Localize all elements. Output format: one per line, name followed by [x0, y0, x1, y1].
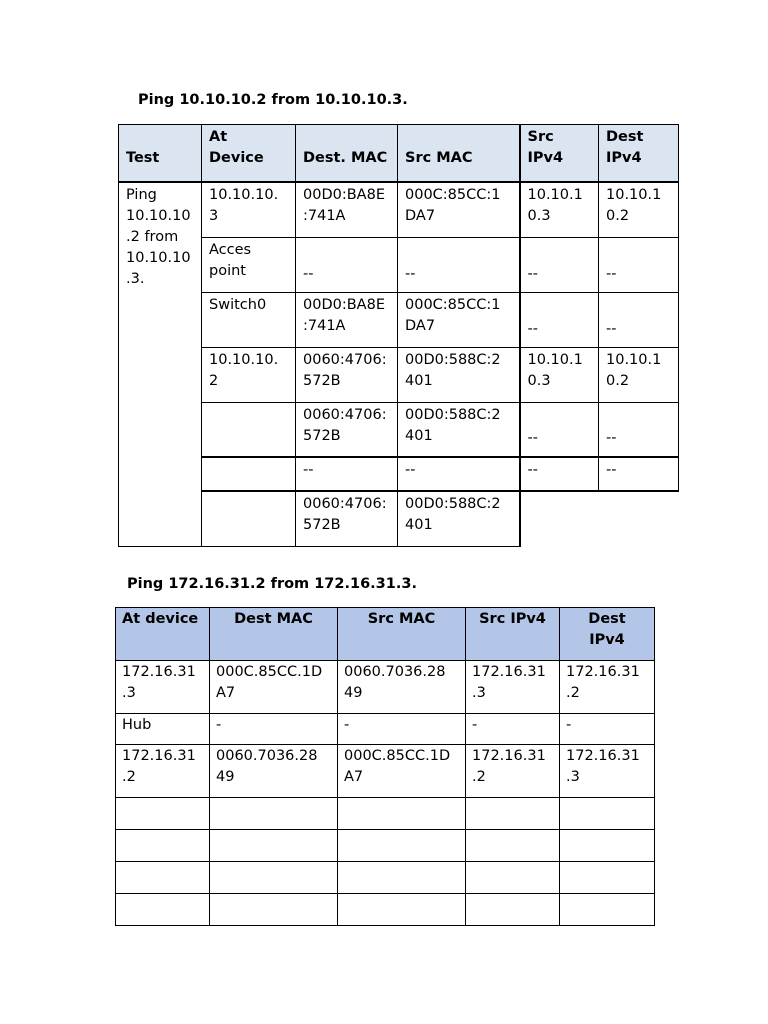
section1-heading: Ping 10.10.10.2 from 10.10.10.3. — [138, 92, 408, 108]
dest-mac-cell: 0060:4706: 572B — [296, 347, 398, 402]
table-header-row — [116, 608, 655, 661]
dest-mac-cell: 0060:4706: 572B — [296, 402, 398, 457]
dest-ipv4-cell — [560, 830, 655, 862]
table-row — [116, 714, 655, 745]
dest-ipv4-cell: 172.16.31 .2 — [560, 661, 655, 714]
src-mac-cell: 00D0:588C:2 401 — [398, 347, 520, 402]
empty-cell — [520, 491, 599, 546]
dest-mac-cell: -- — [296, 457, 398, 491]
at-device-cell: 172.16.31 .3 — [116, 661, 210, 714]
table-row — [116, 830, 655, 862]
dest-ipv4-cell: -- — [599, 402, 679, 457]
dest-mac-cell: -- — [296, 237, 398, 292]
src-mac-cell — [338, 894, 466, 926]
table-row — [119, 347, 679, 402]
header-dest-mac: Dest MAC — [210, 608, 338, 661]
src-mac-cell: 000C:85CC:1 DA7 — [398, 292, 520, 347]
table-row — [116, 661, 655, 714]
table-row — [116, 862, 655, 894]
dest-ipv4-cell: - — [560, 714, 655, 745]
src-ipv4-cell — [466, 894, 560, 926]
dest-ipv4-cell — [560, 862, 655, 894]
dest-mac-cell: 00D0:BA8E :741A — [296, 182, 398, 237]
src-ipv4-cell: 172.16.31 .2 — [466, 745, 560, 798]
table-row — [119, 402, 679, 457]
header-src-mac: Src MAC — [338, 608, 466, 661]
dest-mac-cell — [210, 862, 338, 894]
src-mac-cell — [338, 798, 466, 830]
at-device-cell — [116, 798, 210, 830]
src-ipv4-cell — [466, 830, 560, 862]
table-row — [116, 745, 655, 798]
at-device-cell — [202, 457, 296, 491]
ping-table-1 — [118, 124, 679, 547]
dest-ipv4-cell: 10.10.1 0.2 — [599, 347, 679, 402]
empty-cell — [599, 491, 679, 546]
at-device-cell: 10.10.10. 3 — [202, 182, 296, 237]
dest-ipv4-cell: -- — [599, 237, 679, 292]
at-device-cell: Hub — [116, 714, 210, 745]
at-device-cell — [116, 830, 210, 862]
src-ipv4-cell: 172.16.31 .3 — [466, 661, 560, 714]
table-row — [119, 491, 679, 546]
src-ipv4-cell: -- — [520, 237, 599, 292]
src-mac-cell — [338, 862, 466, 894]
src-ipv4-cell: -- — [520, 292, 599, 347]
ping-table-2 — [115, 607, 655, 926]
src-mac-cell: 00D0:588C:2 401 — [398, 491, 520, 546]
at-device-cell — [202, 491, 296, 546]
src-mac-cell: - — [338, 714, 466, 745]
src-ipv4-cell: 10.10.1 0.3 — [520, 347, 599, 402]
dest-ipv4-cell: 172.16.31 .3 — [560, 745, 655, 798]
src-ipv4-cell: -- — [520, 402, 599, 457]
table-row — [119, 292, 679, 347]
table-row — [116, 798, 655, 830]
src-mac-cell — [338, 830, 466, 862]
src-ipv4-cell — [466, 862, 560, 894]
src-mac-cell: 00D0:588C:2 401 — [398, 402, 520, 457]
src-mac-cell: -- — [398, 457, 520, 491]
src-ipv4-cell: - — [466, 714, 560, 745]
table-row — [119, 457, 679, 491]
dest-mac-cell — [210, 830, 338, 862]
dest-mac-cell — [210, 894, 338, 926]
dest-mac-cell: 0060:4706: 572B — [296, 491, 398, 546]
header-dest-ipv4: Dest IPv4 — [560, 608, 655, 661]
at-device-cell — [116, 894, 210, 926]
section2-heading: Ping 172.16.31.2 from 172.16.31.3. — [127, 576, 417, 592]
header-at-device: At Device — [202, 125, 296, 183]
dest-mac-cell: 00D0:BA8E :741A — [296, 292, 398, 347]
header-at-device: At device — [116, 608, 210, 661]
src-ipv4-cell: 10.10.1 0.3 — [520, 182, 599, 237]
test-label: Ping 10.10.10 .2 from 10.10.10 .3. — [119, 182, 202, 546]
dest-ipv4-cell: -- — [599, 457, 679, 491]
src-mac-cell: 0060.7036.28 49 — [338, 661, 466, 714]
table-row — [116, 894, 655, 926]
table-row — [119, 182, 679, 237]
src-mac-cell: 000C:85CC:1 DA7 — [398, 182, 520, 237]
dest-ipv4-cell: -- — [599, 292, 679, 347]
header-dest-mac: Dest. MAC — [296, 125, 398, 183]
dest-ipv4-cell — [560, 798, 655, 830]
at-device-cell — [116, 862, 210, 894]
table-row — [119, 237, 679, 292]
src-ipv4-cell: -- — [520, 457, 599, 491]
src-mac-cell: 000C.85CC.1D A7 — [338, 745, 466, 798]
at-device-cell: 10.10.10. 2 — [202, 347, 296, 402]
at-device-cell: Acces point — [202, 237, 296, 292]
dest-mac-cell — [210, 798, 338, 830]
dest-mac-cell: - — [210, 714, 338, 745]
dest-ipv4-cell: 10.10.1 0.2 — [599, 182, 679, 237]
header-test: Test — [119, 125, 202, 183]
at-device-cell — [202, 402, 296, 457]
src-ipv4-cell — [466, 798, 560, 830]
at-device-cell: 172.16.31 .2 — [116, 745, 210, 798]
src-mac-cell: -- — [398, 237, 520, 292]
dest-mac-cell: 000C.85CC.1D A7 — [210, 661, 338, 714]
header-dest-ipv4: Dest IPv4 — [599, 125, 679, 183]
dest-ipv4-cell — [560, 894, 655, 926]
table-header-row — [119, 125, 679, 183]
header-src-mac: Src MAC — [398, 125, 520, 183]
header-src-ipv4: Src IPv4 — [520, 125, 599, 183]
dest-mac-cell: 0060.7036.28 49 — [210, 745, 338, 798]
at-device-cell: Switch0 — [202, 292, 296, 347]
header-src-ipv4: Src IPv4 — [466, 608, 560, 661]
